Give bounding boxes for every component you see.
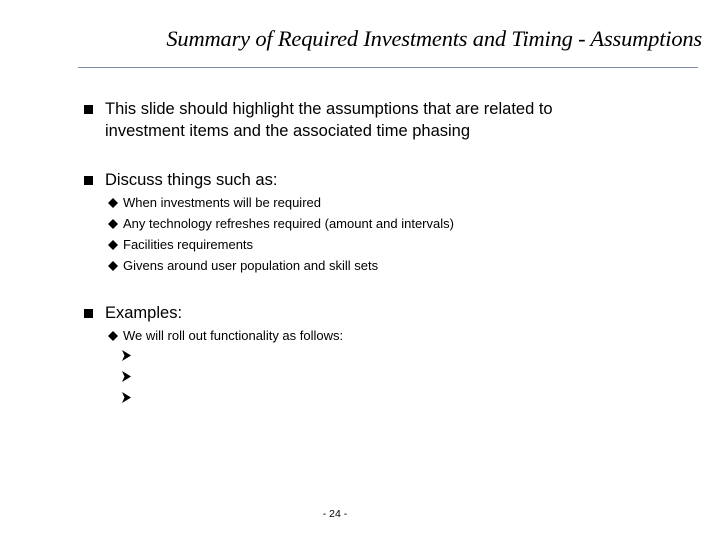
arrowhead-bullet-icon: [121, 350, 132, 361]
diamond-bullet-icon: [108, 240, 118, 250]
diamond-bullet-icon: [108, 331, 118, 341]
sub-item-text: When investments will be required: [123, 195, 321, 210]
page-number: - 24 -: [322, 508, 348, 520]
diamond-bullet-icon: [108, 198, 118, 208]
bullet-text-line: investment items and the associated time phasing: [105, 122, 471, 140]
diamond-bullet-icon: [108, 219, 118, 229]
square-bullet-icon: [84, 105, 93, 114]
bullet-text-line: This slide should highlight the assumptions that are related to: [105, 100, 553, 118]
square-bullet-icon: [84, 176, 93, 185]
arrowhead-bullet-icon: [121, 392, 132, 403]
title-divider: [78, 67, 698, 68]
bullet-text: Examples:: [105, 304, 183, 322]
bullet-text: Discuss things such as:: [105, 171, 278, 189]
slide-title: Summary of Required Investments and Timing - Assumptions: [166, 26, 702, 51]
square-bullet-icon: [84, 309, 93, 318]
sub-item-text: Givens around user population and skill sets: [123, 258, 379, 273]
sub-item-text: We will roll out functionality as follows:: [123, 328, 344, 343]
diamond-bullet-icon: [108, 261, 118, 271]
sub-item-text: Any technology refreshes required (amount and intervals): [123, 216, 454, 231]
arrowhead-bullet-icon: [121, 371, 132, 382]
sub-item-text: Facilities requirements: [123, 237, 254, 252]
